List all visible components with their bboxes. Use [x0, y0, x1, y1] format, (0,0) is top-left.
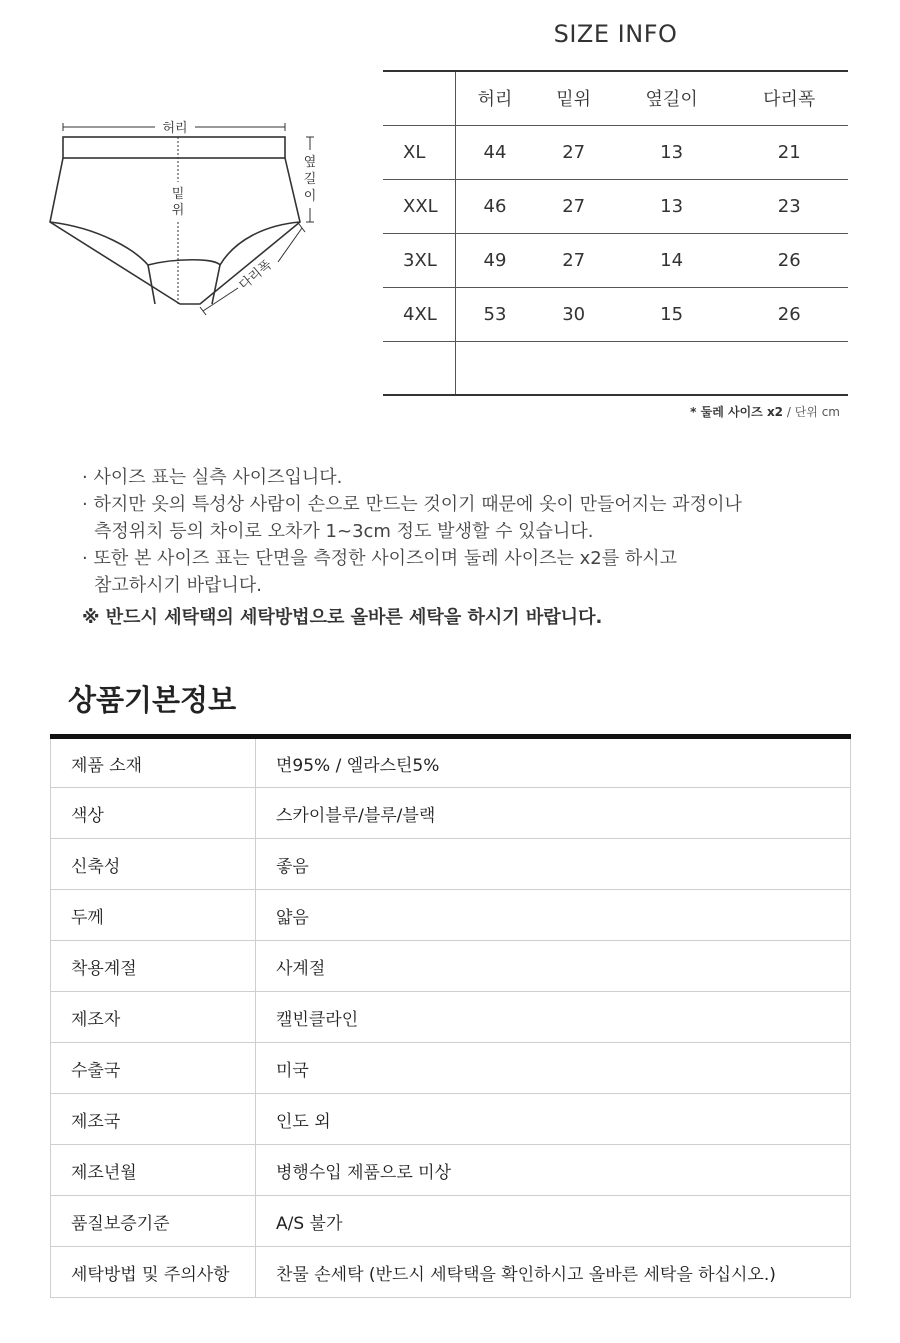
info-label: 세탁방법 및 주의사항 [51, 1247, 256, 1298]
table-row [383, 125, 848, 179]
table-cell: 13 [660, 141, 684, 163]
info-value: A/S 불가 [256, 1196, 851, 1247]
info-value: 병행수입 제품으로 미상 [256, 1145, 851, 1196]
table-cell-empty [455, 341, 535, 395]
column-header-waist: 허리 [477, 89, 513, 111]
table-cell-empty [730, 341, 848, 395]
table-row [51, 1247, 851, 1298]
table-cell: 46 [483, 195, 507, 217]
table-cell: 44 [483, 141, 507, 163]
table-row [383, 287, 848, 341]
washing-warning: ※ 반드시 세탁택의 세탁방법으로 올바른 세탁을 하시기 바랍니다. [82, 607, 603, 628]
column-header-side: 옆길이 [645, 89, 698, 111]
table-cell: 26 [777, 249, 801, 271]
size-unit-note [690, 403, 840, 420]
table-row [51, 992, 851, 1043]
info-value: 미국 [256, 1043, 851, 1094]
info-value: 면95% / 엘라스틴5% [256, 737, 851, 788]
size-table-header [383, 71, 848, 125]
table-row [51, 1196, 851, 1247]
size-header-blank [383, 71, 455, 125]
info-label: 두께 [51, 890, 256, 941]
info-value: 스카이블루/블루/블랙 [256, 788, 851, 839]
size-label-empty [383, 341, 455, 395]
table-row [383, 179, 848, 233]
diagram-label-side-1: 옆 [303, 155, 317, 170]
table-cell: 49 [483, 249, 507, 271]
table-row [51, 1145, 851, 1196]
product-info-table [50, 734, 851, 1298]
note-line: 측정위치 등의 차이로 오차가 1~3cm 정도 발생할 수 있습니다. [94, 521, 594, 542]
info-label: 제품 소재 [51, 737, 256, 788]
table-cell: 27 [562, 141, 586, 163]
size-label: 3XL [383, 233, 455, 287]
table-cell: 27 [562, 195, 586, 217]
info-label: 신축성 [51, 839, 256, 890]
info-value: 사계절 [256, 941, 851, 992]
table-cell-empty [535, 341, 613, 395]
info-label: 착용계절 [51, 941, 256, 992]
info-value: 얇음 [256, 890, 851, 941]
info-value: 좋음 [256, 839, 851, 890]
note-line: · 하지만 옷의 특성상 사람이 손으로 만드는 것이기 때문에 옷이 만들어지는 과정이나 [82, 494, 742, 515]
diagram-label-leg: 다리폭 [236, 257, 276, 294]
column-header-leg: 다리폭 [763, 89, 816, 111]
info-label: 제조국 [51, 1094, 256, 1145]
table-row [51, 788, 851, 839]
size-unit-note-text: / 단위 cm [783, 405, 840, 419]
table-row [51, 737, 851, 788]
info-label: 품질보증기준 [51, 1196, 256, 1247]
table-cell: 53 [483, 303, 507, 325]
info-value: 인도 외 [256, 1094, 851, 1145]
table-row-empty [383, 341, 848, 395]
note-line: · 사이즈 표는 실측 사이즈입니다. [82, 467, 343, 488]
product-info-title: 상품기본정보 [68, 683, 237, 717]
size-table [383, 70, 848, 396]
table-row [51, 1094, 851, 1145]
table-cell-empty [613, 341, 731, 395]
diagram-label-side-3: 이 [303, 189, 317, 204]
note-line: 참고하시기 바랍니다. [94, 575, 262, 596]
table-cell: 14 [660, 249, 684, 271]
size-notes [82, 464, 742, 631]
table-cell: 13 [660, 195, 684, 217]
table-row [51, 839, 851, 890]
size-label: XXL [383, 179, 455, 233]
size-unit-note-bold: * 둘레 사이즈 x2 [690, 405, 784, 419]
note-line: · 또한 본 사이즈 표는 단면을 측정한 사이즈이며 둘레 사이즈는 x2를 하시고 [82, 548, 678, 569]
table-row [383, 233, 848, 287]
diagram-label-rise-1: 밑 [171, 187, 185, 202]
info-label: 색상 [51, 788, 256, 839]
size-info-title: SIZE INFO [553, 20, 678, 48]
table-cell: 21 [777, 141, 801, 163]
info-value: 캘빈클라인 [256, 992, 851, 1043]
diagram-label-side-2: 길 [303, 172, 317, 187]
size-label: XL [383, 125, 455, 179]
table-row [51, 1043, 851, 1094]
info-label: 수출국 [51, 1043, 256, 1094]
table-cell: 15 [660, 303, 684, 325]
table-cell: 23 [777, 195, 801, 217]
diagram-label-waist: 허리 [162, 121, 188, 136]
table-cell: 27 [562, 249, 586, 271]
diagram-label-rise-2: 위 [171, 203, 185, 218]
table-cell: 30 [562, 303, 586, 325]
table-cell: 26 [777, 303, 801, 325]
size-label: 4XL [383, 287, 455, 341]
table-row [51, 941, 851, 992]
table-row [51, 890, 851, 941]
info-label: 제조년월 [51, 1145, 256, 1196]
info-value: 찬물 손세탁 (반드시 세탁택을 확인하시고 올바른 세탁을 하십시오.) [256, 1247, 851, 1298]
brief-measurement-diagram [40, 110, 370, 330]
column-header-rise: 밑위 [556, 89, 592, 111]
info-label: 제조자 [51, 992, 256, 1043]
